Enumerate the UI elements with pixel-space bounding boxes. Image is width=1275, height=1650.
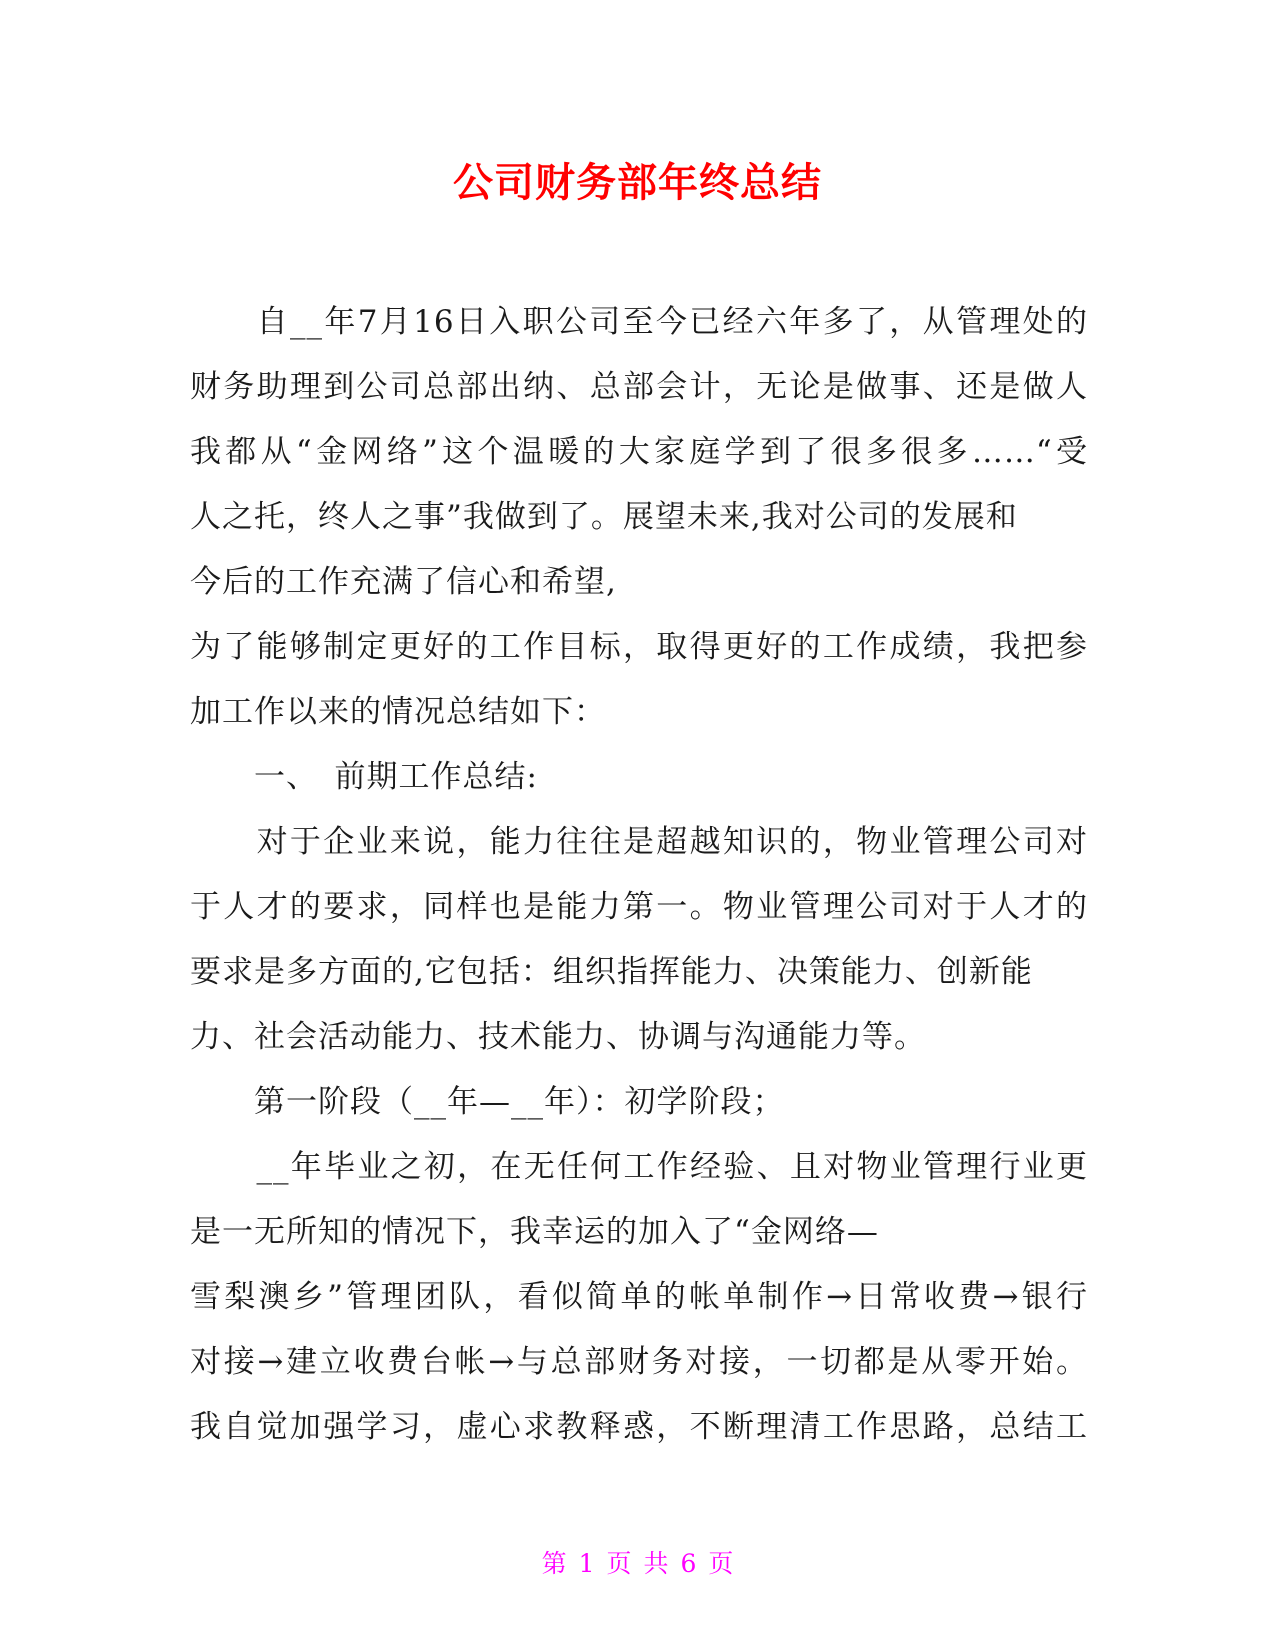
footer-total-pages: 6 bbox=[680, 1549, 697, 1578]
text-line: 要求是多方面的,它包括：组织指挥能力、决策能力、创新能 bbox=[190, 954, 1033, 990]
text-line: 我都从“金网络”这个温暖的大家庭学到了很多很多……“受 bbox=[190, 434, 1088, 470]
text-line: 第一阶段（__年—__年）：初学阶段； bbox=[190, 1084, 785, 1120]
document-title: 公司财务部年终总结 bbox=[453, 160, 822, 206]
text-line: 人之托，终人之事”我做到了。展望未来,我对公司的发展和 bbox=[190, 499, 1018, 535]
page-footer bbox=[0, 1548, 1275, 1580]
document-body bbox=[190, 290, 1088, 1460]
text-line: 自__年7月16日入职公司至今已经六年多了，从管理处的 bbox=[190, 304, 1088, 340]
text-line: 于人才的要求，同样也是能力第一。物业管理公司对于人才的 bbox=[190, 889, 1088, 925]
text-line: __年毕业之初，在无任何工作经验、且对物业管理行业更 bbox=[190, 1149, 1088, 1185]
footer-page-suffix: 页 bbox=[708, 1549, 734, 1578]
text-line: 对接→建立收费台帐→与总部财务对接，一切都是从零开始。 bbox=[190, 1344, 1088, 1380]
text-line: 加工作以来的情况总结如下： bbox=[190, 694, 606, 730]
text-line: 一、 前期工作总结: bbox=[190, 759, 538, 795]
text-line: 我自觉加强学习，虚心求教释惑，不断理清工作思路，总结工 bbox=[190, 1409, 1088, 1445]
text-line: 力、社会活动能力、技术能力、协调与沟通能力等。 bbox=[190, 1019, 926, 1055]
text-line: 财务助理到公司总部出纳、总部会计，无论是做事、还是做人 bbox=[190, 369, 1088, 405]
text-line: 对于企业来说，能力往往是超越知识的，物业管理公司对 bbox=[190, 824, 1088, 860]
footer-total-label: 共 bbox=[643, 1549, 669, 1578]
text-line: 今后的工作充满了信心和希望, bbox=[190, 564, 617, 600]
text-line: 是一无所知的情况下，我幸运的加入了“金网络— bbox=[190, 1214, 879, 1250]
footer-page-middle: 页 bbox=[606, 1549, 632, 1578]
footer-page-number: 1 bbox=[578, 1549, 595, 1578]
text-line: 为了能够制定更好的工作目标，取得更好的工作成绩，我把参 bbox=[190, 629, 1088, 665]
text-line: 雪梨澳乡”管理团队，看似简单的帐单制作→日常收费→银行 bbox=[190, 1279, 1088, 1315]
footer-page-prefix: 第 bbox=[541, 1549, 567, 1578]
